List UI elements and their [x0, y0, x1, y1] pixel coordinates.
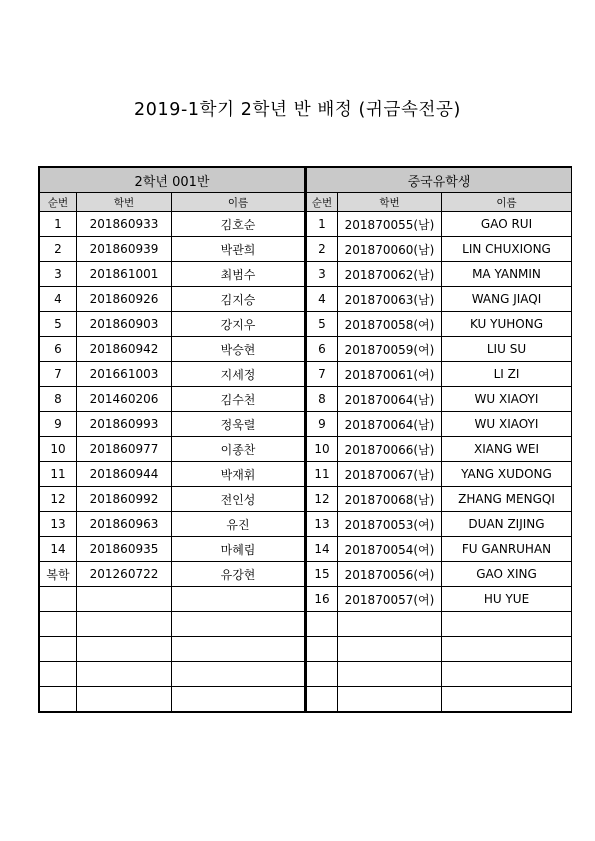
table-row: [307, 337, 572, 362]
table-row: [40, 387, 305, 412]
row-number: 9: [307, 412, 338, 437]
student-id: 201860933: [77, 212, 172, 237]
student-name: 김지승: [172, 287, 305, 312]
chinese-students-table: [306, 167, 572, 712]
student-name: LIU SU: [442, 337, 572, 362]
student-id: 201860944: [77, 462, 172, 487]
student-id: 201860942: [77, 337, 172, 362]
student-id: 201260722: [77, 562, 172, 587]
student-id: 201870068(남): [338, 487, 442, 512]
student-name: [172, 662, 305, 687]
student-name: 이종찬: [172, 437, 305, 462]
row-number: 3: [40, 262, 77, 287]
student-name: 마혜림: [172, 537, 305, 562]
column-header-name: 이름: [172, 193, 305, 212]
student-name: 박관희: [172, 237, 305, 262]
table-row: [40, 612, 305, 637]
row-number: [40, 637, 77, 662]
student-id: [77, 662, 172, 687]
table-row: [307, 462, 572, 487]
table-row: [40, 662, 305, 687]
row-number: 12: [40, 487, 77, 512]
student-name: YANG XUDONG: [442, 462, 572, 487]
student-id: 201860977: [77, 437, 172, 462]
row-number: 9: [40, 412, 77, 437]
table-row: [40, 537, 305, 562]
student-name: WU XIAOYI: [442, 387, 572, 412]
table-row: [307, 587, 572, 612]
row-number: [40, 687, 77, 712]
table-row: [40, 687, 305, 712]
table-row: [40, 212, 305, 237]
group-header: 2학년 001반: [40, 168, 305, 193]
table-row: [40, 512, 305, 537]
row-number: [307, 612, 338, 637]
student-id: [338, 687, 442, 712]
student-id: [338, 612, 442, 637]
student-name: [172, 687, 305, 712]
table-row: [307, 212, 572, 237]
student-id: 201860903: [77, 312, 172, 337]
student-id: 201860935: [77, 537, 172, 562]
row-number: 6: [307, 337, 338, 362]
student-id: 201860963: [77, 512, 172, 537]
row-number: 1: [40, 212, 77, 237]
row-number: 복학: [40, 562, 77, 587]
student-id: [338, 637, 442, 662]
row-number: 10: [307, 437, 338, 462]
row-number: [40, 587, 77, 612]
table-row: [307, 437, 572, 462]
student-name: MA YANMIN: [442, 262, 572, 287]
column-header-id: 학번: [338, 193, 442, 212]
student-id: 201860993: [77, 412, 172, 437]
table-row: [307, 612, 572, 637]
student-name: HU YUE: [442, 587, 572, 612]
student-id: 201870060(남): [338, 237, 442, 262]
student-name: [172, 612, 305, 637]
student-id: 201870063(남): [338, 287, 442, 312]
student-name: LI ZI: [442, 362, 572, 387]
column-header-name: 이름: [442, 193, 572, 212]
row-number: 4: [307, 287, 338, 312]
table-row: [40, 362, 305, 387]
student-name: [442, 637, 572, 662]
row-number: 4: [40, 287, 77, 312]
row-number: [40, 612, 77, 637]
column-header-no: 순번: [307, 193, 338, 212]
student-name: WU XIAOYI: [442, 412, 572, 437]
table-row: [307, 662, 572, 687]
student-id: 201870059(여): [338, 337, 442, 362]
row-number: [307, 662, 338, 687]
table-row: [307, 512, 572, 537]
student-name: [442, 612, 572, 637]
student-name: 김호순: [172, 212, 305, 237]
row-number: [40, 662, 77, 687]
page-title: 2019-1학기 2학년 반 배정 (귀금속전공): [134, 100, 461, 120]
student-name: KU YUHONG: [442, 312, 572, 337]
row-number: [307, 687, 338, 712]
student-id: 201861001: [77, 262, 172, 287]
row-number: 1: [307, 212, 338, 237]
student-id: 201870057(여): [338, 587, 442, 612]
row-number: 10: [40, 437, 77, 462]
student-name: GAO RUI: [442, 212, 572, 237]
column-header-no: 순번: [40, 193, 77, 212]
student-id: [77, 687, 172, 712]
row-number: [307, 637, 338, 662]
table-row: [40, 562, 305, 587]
row-number: 5: [40, 312, 77, 337]
row-number: 6: [40, 337, 77, 362]
student-name: 유강현: [172, 562, 305, 587]
student-name: 강지우: [172, 312, 305, 337]
table-row: [40, 412, 305, 437]
row-number: 2: [307, 237, 338, 262]
student-name: [442, 662, 572, 687]
row-number: 13: [40, 512, 77, 537]
table-row: [307, 537, 572, 562]
table-row: [307, 562, 572, 587]
student-id: 201870067(남): [338, 462, 442, 487]
student-name: GAO XING: [442, 562, 572, 587]
table-row: [307, 387, 572, 412]
table-row: [40, 462, 305, 487]
student-id: 201870064(남): [338, 412, 442, 437]
student-id: 201870064(남): [338, 387, 442, 412]
row-number: 13: [307, 512, 338, 537]
student-id: 201860939: [77, 237, 172, 262]
student-id: 201870066(남): [338, 437, 442, 462]
table-row: [40, 287, 305, 312]
table-row: [40, 587, 305, 612]
table-row: [307, 687, 572, 712]
row-number: 8: [40, 387, 77, 412]
student-id: 201870055(남): [338, 212, 442, 237]
table-row: [307, 237, 572, 262]
student-name: [172, 587, 305, 612]
row-number: 12: [307, 487, 338, 512]
row-number: 14: [307, 537, 338, 562]
row-number: 7: [40, 362, 77, 387]
student-id: 201661003: [77, 362, 172, 387]
student-id: [77, 587, 172, 612]
student-name: XIANG WEI: [442, 437, 572, 462]
student-name: 박승현: [172, 337, 305, 362]
student-name: ZHANG MENGQI: [442, 487, 572, 512]
student-id: 201870062(남): [338, 262, 442, 287]
student-name: 유진: [172, 512, 305, 537]
row-number: 11: [307, 462, 338, 487]
table-row: [40, 337, 305, 362]
student-id: 201870056(여): [338, 562, 442, 587]
table-row: [307, 362, 572, 387]
row-number: 16: [307, 587, 338, 612]
table-row: [307, 287, 572, 312]
student-name: [172, 637, 305, 662]
row-number: 5: [307, 312, 338, 337]
row-number: 8: [307, 387, 338, 412]
student-id: 201860992: [77, 487, 172, 512]
table-row: [307, 637, 572, 662]
table-row: [40, 312, 305, 337]
student-id: 201870061(여): [338, 362, 442, 387]
student-name: 정욱렬: [172, 412, 305, 437]
row-number: 2: [40, 237, 77, 262]
table-row: [307, 262, 572, 287]
student-name: DUAN ZIJING: [442, 512, 572, 537]
row-number: 3: [307, 262, 338, 287]
student-name: WANG JIAQI: [442, 287, 572, 312]
row-number: 14: [40, 537, 77, 562]
row-number: 15: [307, 562, 338, 587]
student-id: 201870058(여): [338, 312, 442, 337]
student-id: [77, 612, 172, 637]
row-number: 11: [40, 462, 77, 487]
table-row: [40, 637, 305, 662]
student-name: 박재휘: [172, 462, 305, 487]
student-id: [77, 637, 172, 662]
student-id: [338, 662, 442, 687]
student-id: 201870054(여): [338, 537, 442, 562]
student-name: [442, 687, 572, 712]
table-row: [40, 437, 305, 462]
row-number: 7: [307, 362, 338, 387]
student-id: 201870053(여): [338, 512, 442, 537]
table-row: [307, 487, 572, 512]
table-row: [40, 487, 305, 512]
student-name: 김수천: [172, 387, 305, 412]
student-name: FU GANRUHAN: [442, 537, 572, 562]
student-name: 지세정: [172, 362, 305, 387]
student-name: 전인성: [172, 487, 305, 512]
table-row: [307, 412, 572, 437]
table-row: [40, 262, 305, 287]
table-row: [307, 312, 572, 337]
student-name: LIN CHUXIONG: [442, 237, 572, 262]
column-header-id: 학번: [77, 193, 172, 212]
group-header: 중국유학생: [307, 168, 572, 193]
student-id: 201460206: [77, 387, 172, 412]
student-id: 201860926: [77, 287, 172, 312]
class-001-table: [39, 167, 305, 712]
student-name: 최범수: [172, 262, 305, 287]
table-row: [40, 237, 305, 262]
